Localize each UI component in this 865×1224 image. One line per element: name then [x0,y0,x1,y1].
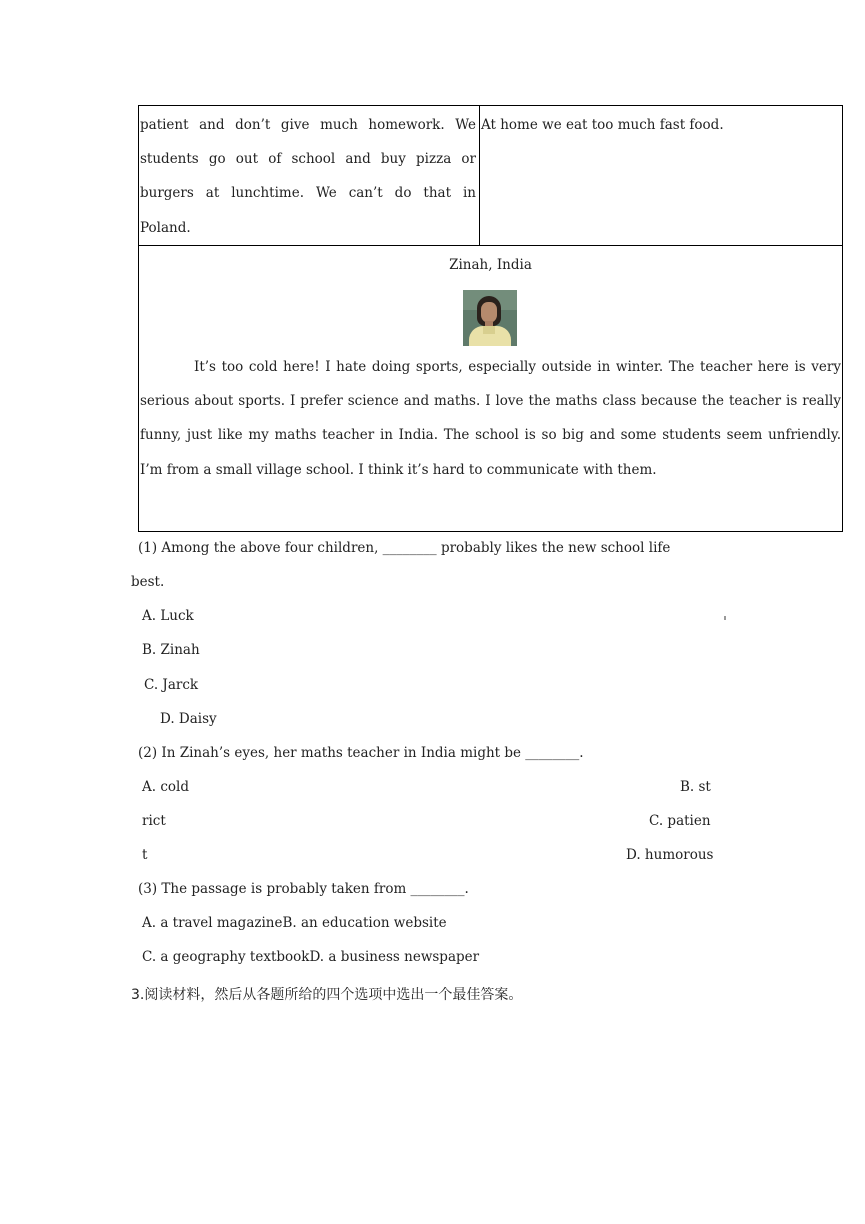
q2-option-c-cont: t [142,847,148,863]
q1-option-b[interactable]: B. Zinah [142,642,200,658]
q2-option-b[interactable]: B. st [680,779,711,795]
table-cell-left: patient and don’t give much homework. We students go out of school and buy pizza or burgers at lunchtime. We can’t do that in Poland. [140,117,476,236]
q2-option-c[interactable]: C. patien [649,813,711,829]
table-cell-right: At home we eat too much fast food. [481,117,724,133]
section-3-instruction: 3.阅读材料，然后从各题所给的四个选项中选出一个最佳答案。 [131,987,523,1003]
student-portrait-photo [463,290,517,346]
zinah-paragraph: It’s too cold here! I hate doing sports, especially outside in winter. The teacher here is very serious about sports. I prefer science and maths. I love the maths class because the teacher is really funny, just like my maths teacher in India. The school is so big and some students seem unfriendly. I’m from a small village school. I think it’s hard to communicate with them. [140,359,841,478]
zinah-header: Zinah, India [449,257,532,273]
question-1-stem: (1) Among the above four children, ________ probably likes the new school life [138,540,671,556]
q1-option-c[interactable]: C. Jarck [144,677,199,693]
q3-options-cd[interactable]: C. a geography textbookD. a business newspaper [142,949,480,965]
q2-option-b-cont: rict [142,813,166,829]
table-horizontal-divider [138,245,843,246]
question-2-stem: (2) In Zinah’s eyes, her maths teacher in India might be ________. [138,745,584,761]
q3-options-ab[interactable]: A. a travel magazineB. an education website [142,915,447,931]
q2-option-d[interactable]: D. humorous [626,847,714,863]
q1-option-d[interactable]: D. Daisy [160,711,217,727]
table-vertical-divider [479,105,480,246]
question-1-stem-cont: best. [131,574,165,590]
q2-option-a[interactable]: A. cold [142,779,189,795]
question-3-stem: (3) The passage is probably taken from ________. [138,881,469,897]
margin-mark [724,616,726,620]
q1-option-a[interactable]: A. Luck [142,608,194,624]
